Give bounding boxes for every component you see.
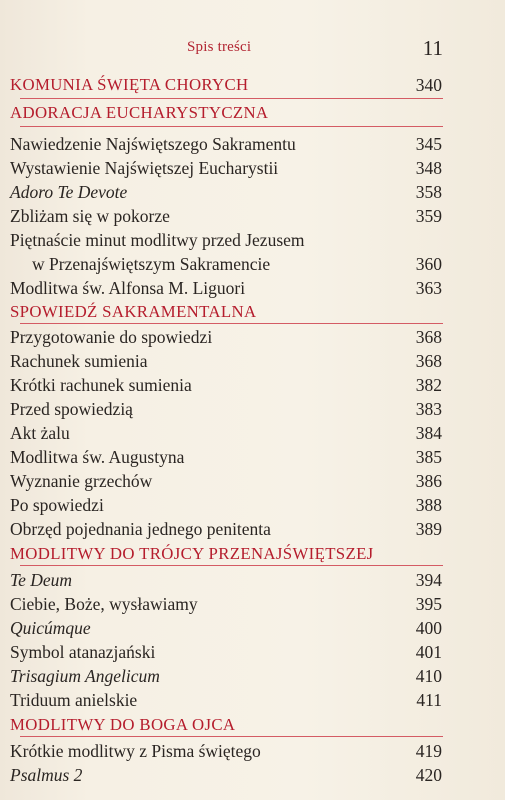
toc-entry (10, 469, 442, 493)
table-of-contents (10, 73, 442, 785)
toc-entry (10, 349, 442, 373)
toc-entry-page: 368 (415, 351, 442, 371)
page-number: 11 (422, 36, 443, 60)
toc-entry-page: 368 (415, 327, 442, 347)
toc-entry-title: Po spowiedzi (10, 495, 104, 515)
toc-entry-page: 340 (415, 75, 442, 95)
section-rule (20, 126, 443, 127)
toc-entry (10, 688, 442, 712)
toc-entry-title: MODLITWY DO TRÓJCY PRZENAJŚWIĘTSZEJ (10, 544, 374, 563)
section-rule (20, 736, 443, 737)
toc-entry-page: 386 (415, 471, 442, 491)
toc-entry-page: 363 (415, 278, 442, 298)
toc-entry-heading (10, 73, 442, 97)
toc-entry (10, 739, 442, 763)
toc-entry-page: 394 (415, 570, 442, 590)
toc-entry (10, 664, 442, 688)
toc-entry-title: Quicúmque (10, 618, 91, 638)
toc-entry-title: SPOWIEDŹ SAKRAMENTALNA (10, 302, 257, 321)
toc-entry (10, 373, 442, 397)
toc-entry-page: 400 (415, 618, 442, 638)
toc-entry (10, 640, 442, 664)
toc-entry-page: 359 (415, 206, 442, 226)
toc-entry-page: 360 (415, 254, 442, 274)
toc-entry-title: Psalmus 2 (10, 765, 83, 785)
toc-entry-title: Adoro Te Devote (10, 182, 128, 202)
toc-entry (10, 132, 442, 156)
toc-entry-page: 385 (415, 447, 442, 467)
toc-entry (10, 763, 442, 787)
toc-entry (10, 204, 442, 228)
toc-entry (10, 592, 442, 616)
toc-entry (10, 421, 442, 445)
toc-entry-title: MODLITWY DO BOGA OJCA (10, 715, 236, 734)
toc-entry (10, 252, 442, 276)
toc-entry (10, 276, 442, 300)
toc-entry (10, 228, 442, 252)
toc-entry-title: Obrzęd pojednania jednego penitenta (10, 519, 271, 539)
section-rule (20, 98, 443, 99)
toc-entry-title: Przed spowiedzią (10, 399, 133, 419)
toc-entry-page: 348 (415, 158, 442, 178)
toc-entry-page: 395 (415, 594, 442, 614)
toc-entry (10, 616, 442, 640)
toc-entry (10, 568, 442, 592)
toc-entry (10, 445, 442, 469)
toc-entry (10, 156, 442, 180)
section-rule (20, 323, 443, 324)
toc-entry-title: Te Deum (10, 570, 73, 590)
section-rule (20, 565, 443, 566)
toc-entry (10, 397, 442, 421)
toc-entry-page: 382 (415, 375, 442, 395)
toc-entry-title: Wystawienie Najświętszej Eucharystii (10, 158, 279, 178)
toc-entry-title: Ciebie, Boże, wysławiamy (10, 594, 198, 614)
toc-entry-title: w Przenajświętszym Sakramencie (32, 254, 271, 274)
toc-entry-title: Krótkie modlitwy z Pisma świętego (10, 741, 261, 761)
toc-entry-heading (10, 101, 442, 125)
toc-entry-page: 389 (415, 519, 442, 539)
toc-entry-title: Rachunek sumienia (10, 351, 148, 371)
toc-entry-title: Krótki rachunek sumienia (10, 375, 192, 395)
toc-entry-title: Wyznanie grzechów (10, 471, 153, 491)
toc-entry-title: Akt żalu (10, 423, 70, 443)
toc-entry-page: 345 (415, 134, 442, 154)
toc-entry-title: Modlitwa św. Alfonsa M. Liguori (10, 278, 246, 298)
toc-entry-page: 384 (415, 423, 442, 443)
running-title: Spis treści (187, 39, 252, 55)
toc-entry-title: Przygotowanie do spowiedzi (10, 327, 213, 347)
toc-entry-heading (10, 713, 442, 737)
page-header (0, 36, 505, 66)
toc-entry-page: 410 (415, 666, 442, 686)
toc-entry-title: Nawiedzenie Najświętszego Sakramentu (10, 134, 296, 154)
toc-entry-title: Piętnaście minut modlitwy przed Jezusem (10, 230, 305, 250)
toc-entry (10, 180, 442, 204)
toc-entry-page: 358 (415, 182, 442, 202)
toc-entry (10, 517, 442, 541)
toc-entry-page: 388 (415, 495, 442, 515)
toc-entry-page: 411 (416, 690, 442, 710)
toc-entry-page: 419 (415, 741, 442, 761)
toc-entry-title: Triduum anielskie (10, 690, 138, 710)
toc-entry-title: Zbliżam się w pokorze (10, 206, 170, 226)
toc-entry-page: 383 (415, 399, 442, 419)
toc-entry-page: 420 (415, 765, 442, 785)
toc-entry-title: Symbol atanazjański (10, 642, 156, 662)
toc-entry (10, 493, 442, 517)
toc-entry (10, 325, 442, 349)
toc-entry-title: KOMUNIA ŚWIĘTA CHORYCH (10, 75, 249, 94)
toc-entry-title: Trisagium Angelicum (10, 666, 160, 686)
toc-entry-title: ADORACJA EUCHARYSTYCZNA (10, 103, 269, 122)
toc-entry-title: Modlitwa św. Augustyna (10, 447, 185, 467)
toc-entry-heading (10, 300, 442, 324)
toc-entry-heading (10, 542, 442, 566)
toc-entry-page: 401 (415, 642, 442, 662)
